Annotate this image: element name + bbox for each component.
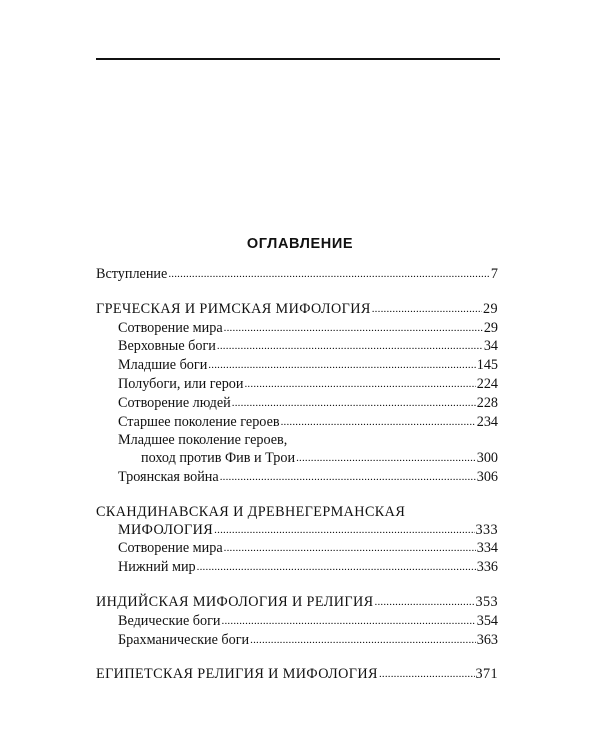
toc-page-number: 29 [483,300,498,317]
leader-dots [220,469,476,487]
toc-page-number: 234 [476,413,498,430]
toc-entry[interactable] [96,357,498,376]
toc-entry-title-continued: поход против Фив и Трои [141,450,296,467]
leader-dots [244,376,475,394]
toc-entry[interactable] [96,559,498,578]
toc-entry-title: Полубоги, или герои [118,375,244,392]
toc-page-number: 306 [476,468,498,485]
toc-section-title: ЕГИПЕТСКАЯ РЕЛИГИЯ И МИФОЛОГИЯ [96,666,378,683]
leader-dots [372,301,482,319]
toc-page-number: 34 [483,338,498,355]
toc-entry[interactable] [96,320,498,339]
toc-entry[interactable] [96,632,498,651]
toc-page-number: 145 [476,357,498,374]
toc-entry-title: Старшее поколение героев [118,413,280,430]
leader-dots [222,613,476,631]
toc-entry[interactable] [96,376,498,395]
toc-entry[interactable] [96,540,498,559]
toc-section-scandinavian-line2[interactable] [96,522,498,541]
toc-page-number: 363 [476,631,498,648]
toc-entry-title: Троянская война [118,468,219,485]
page-title: ОГЛАВЛЕНИЕ [246,236,354,252]
toc-entry[interactable] [96,469,498,488]
toc-entry-title: Верховные боги [118,338,216,355]
toc-section-title: СКАНДИНАВСКАЯ И ДРЕВНЕГЕРМАНСКАЯ [96,503,406,520]
leader-dots [296,450,476,468]
leader-dots [281,414,476,432]
top-rule [96,58,500,60]
toc-page-number: 333 [475,521,498,538]
toc-entry-intro[interactable] [96,266,498,285]
toc-section-greek[interactable] [96,301,498,320]
toc-entry-title: Вступление [96,266,168,282]
leader-dots [208,357,475,375]
leader-dots [375,594,475,612]
toc-entry-title: Ведические боги [118,612,221,629]
toc-entry[interactable] [96,338,498,357]
leader-dots [224,320,483,338]
table-of-contents [96,266,498,685]
toc-entry-title: Брахманические боги [118,631,250,648]
toc-page-number: 334 [476,540,498,557]
toc-entry[interactable] [96,414,498,433]
toc-section-title-continued: МИФОЛОГИЯ [118,521,214,538]
toc-entry-title: Сотворение мира [118,319,223,336]
toc-page-number: 228 [476,394,498,411]
leader-dots [232,395,476,413]
toc-section-egyptian[interactable] [96,666,498,685]
leader-dots [197,559,476,577]
toc-page-number: 353 [475,593,498,610]
toc-page-number: 224 [476,375,498,392]
toc-entry-title: Сотворение людей [118,394,231,411]
leader-dots [379,666,475,684]
toc-entry-title: Младшие боги [118,357,208,374]
toc-page-number: 354 [476,612,498,629]
toc-entry-title: Младшее поколение героев, [118,432,288,449]
toc-entry[interactable] [96,613,498,632]
leader-dots [250,632,476,650]
leader-dots [224,540,476,558]
toc-page-number: 336 [476,559,498,576]
toc-page-number: 29 [483,319,498,336]
toc-entry[interactable] [96,395,498,414]
toc-page-number: 300 [476,450,498,467]
toc-entry-title: Сотворение мира [118,540,223,557]
leader-dots [217,338,483,356]
toc-entry-title: Нижний мир [118,559,196,576]
leader-dots [214,522,474,540]
toc-section-title: ИНДИЙСКАЯ МИФОЛОГИЯ И РЕЛИГИЯ [96,593,374,610]
toc-section-scandinavian-line1[interactable] [96,504,498,522]
toc-entry-line1[interactable] [96,432,498,450]
leader-dots [168,266,490,284]
toc-page-number: 371 [475,666,498,683]
toc-section-title: ГРЕЧЕСКАЯ И РИМСКАЯ МИФОЛОГИЯ [96,300,371,317]
toc-section-indian[interactable] [96,594,498,613]
toc-page-number: 7 [490,266,498,282]
toc-entry-line2[interactable] [96,450,498,469]
